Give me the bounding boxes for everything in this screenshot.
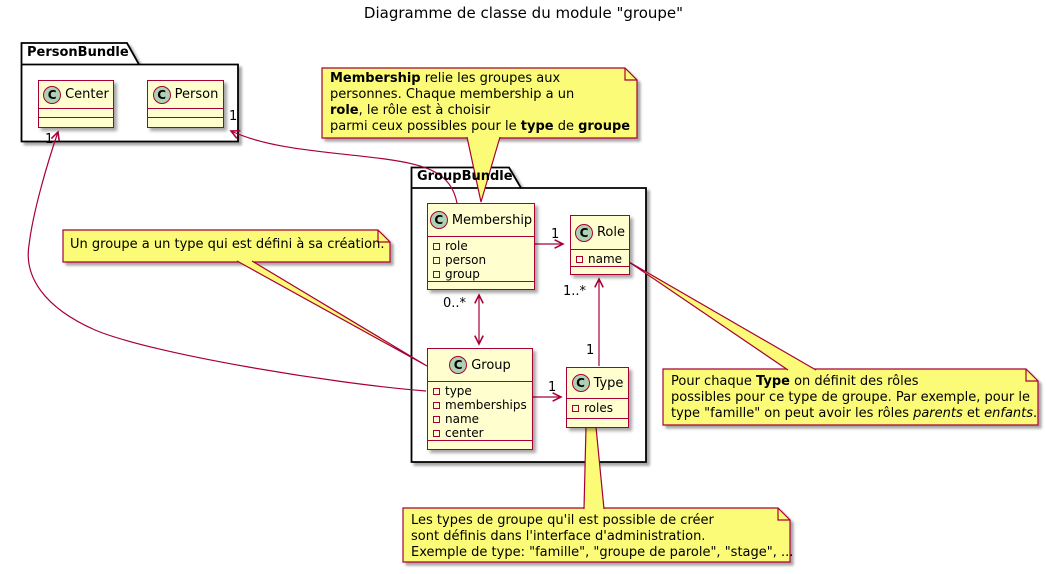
class-name: Type (593, 375, 624, 391)
methods-compartment (148, 117, 223, 127)
note-tail-group-type (237, 261, 427, 366)
note-tail-type-roles (629, 262, 816, 370)
field-icon (433, 388, 440, 395)
multiplicity-center-end: 1 (45, 132, 54, 147)
attribute-label: center (445, 426, 484, 440)
multiplicity-person-end: 1 (229, 109, 238, 124)
attribute-label: memberships (445, 398, 527, 412)
methods-compartment (428, 440, 532, 449)
attribute-label: roles (584, 401, 613, 415)
field-icon (576, 256, 583, 263)
class-role (570, 215, 630, 275)
class-membership (427, 203, 535, 290)
methods-compartment (39, 117, 113, 127)
class-type (566, 367, 629, 428)
attribute-label: person (445, 253, 487, 267)
note-group-type-text: Un groupe a un type qui est défini à sa création. (70, 237, 385, 252)
note-type-roles-text: Pour chaque Type on définit des rôles possibles pour ce type de groupe. Par exemple, pour le type "famille" on peut avoir les rôles parents et enfants. (671, 374, 1038, 421)
methods-compartment (567, 418, 628, 427)
class-stereotype-icon: C (430, 211, 448, 229)
attribute-row (433, 412, 532, 426)
class-name: Person (174, 87, 219, 102)
class-stereotype-icon: C (43, 86, 61, 104)
attributes-compartment (428, 381, 532, 440)
class-name: Role (596, 225, 625, 240)
attribute-label: group (445, 267, 480, 281)
field-icon (433, 257, 440, 264)
attribute-row (572, 401, 628, 415)
note-type-admin-text: Les types de groupe qu'il est possible de créer sont définis dans l'interface d'administration. Exemple de type: "famille", "groupe de parole", "stage", ... (411, 513, 794, 560)
field-icon (433, 416, 440, 423)
attribute-label: name (445, 412, 480, 426)
class-group (427, 348, 533, 450)
package-label-person-bundle: PersonBundle (27, 45, 129, 60)
class-stereotype-icon: C (572, 374, 590, 392)
attributes-compartment (148, 108, 223, 117)
attributes-compartment (428, 236, 534, 281)
attribute-row (433, 398, 532, 412)
field-icon (433, 430, 440, 437)
package-label-group-bundle: GroupBundle (417, 169, 513, 184)
note-membership-text: Membership relie les groupes aux personnes. Chaque membership a un role, le rôle est à choisir parmi ceux possibles pour le type de groupe (330, 71, 631, 134)
class-stereotype-icon: C (449, 356, 467, 374)
attributes-compartment (567, 398, 628, 418)
attributes-compartment (39, 108, 113, 117)
attribute-row (576, 252, 629, 266)
class-person (147, 80, 224, 128)
diagram-title: Diagramme de classe du module "groupe" (363, 4, 684, 22)
attribute-row (433, 267, 534, 281)
field-icon (433, 271, 440, 278)
field-icon (433, 402, 440, 409)
attribute-row (433, 253, 534, 267)
attribute-row (433, 426, 532, 440)
class-name: Center (65, 87, 109, 102)
attribute-row (433, 384, 532, 398)
class-name: Group (471, 357, 511, 373)
methods-compartment (571, 266, 629, 274)
class-stereotype-icon: C (153, 86, 171, 104)
field-icon (572, 405, 579, 412)
methods-compartment (428, 281, 534, 289)
multiplicity-type-role: 1 (586, 343, 595, 358)
multiplicity-membership-role: 1 (551, 227, 560, 242)
attributes-compartment (571, 249, 629, 266)
attribute-label: type (445, 384, 472, 398)
multiplicity-membership-group: 0..* (443, 296, 467, 311)
multiplicity-role-end: 1..* (563, 284, 587, 299)
class-center (38, 80, 114, 128)
attribute-row (433, 239, 534, 253)
field-icon (433, 243, 440, 250)
class-name: Membership (451, 212, 533, 228)
class-stereotype-icon: C (575, 224, 593, 242)
attribute-label: name (588, 252, 623, 266)
attribute-label: role (445, 239, 468, 253)
multiplicity-group-type: 1 (548, 380, 557, 395)
